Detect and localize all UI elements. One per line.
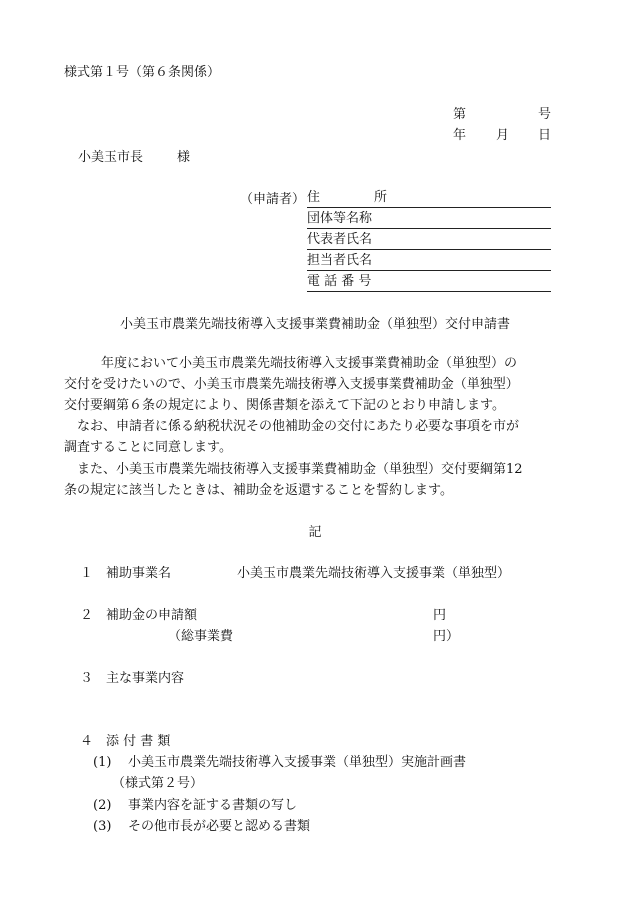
attachment-3-text: その他市長が必要と認める書類 [128,819,311,834]
applicant-phone-label: 電 話 番 号 [307,274,372,289]
addressee-name: 小美玉市長 [78,150,144,165]
document-title: 小美玉市農業先端技術導入支援事業費補助金（単独型）交付申請書 [119,317,510,332]
item-2-sub-unit: 円） [433,629,460,644]
document-number-prefix: 第 [453,107,467,122]
form-number: 様式第１号（第６条関係） [64,65,221,80]
attachment-2-number: (2) [93,798,112,813]
item-1-number: １ [80,566,94,581]
document-number-suffix: 号 [538,107,552,122]
applicant-address-label: 住 所 [307,190,387,205]
item-3-number: ３ [80,671,94,686]
body-paragraph-3-line-1: また、小美玉市農業先端技術導入支援事業費補助金（単独型）交付要綱第12 [77,462,523,477]
item-2-label: 補助金の申請額 [106,608,198,623]
applicant-representative-field[interactable] [307,233,551,250]
body-paragraph-1-line-3: 交付要綱第６条の規定により、関係書類を添えて下記のとおり申請します。 [64,398,505,413]
attachment-1-number: (1) [93,755,112,770]
attachment-1-continuation: （様式第２号） [112,776,204,791]
item-1-value: 小美玉市農業先端技術導入支援事業（単独型） [237,566,511,581]
date-month: 月 [496,128,510,143]
item-2-unit: 円 [433,608,447,623]
attachment-3-number: (3) [93,819,112,834]
body-paragraph-3-line-2: 条の規定に該当したときは、補助金を返還することを誓約します。 [64,483,453,498]
attachment-1-text: 小美玉市農業先端技術導入支援事業（単独型）実施計画書 [128,755,467,770]
date-day: 日 [538,128,552,143]
item-2-number: ２ [80,608,94,623]
item-4-number: ４ [80,734,94,749]
applicant-representative-label: 代表者氏名 [307,232,373,247]
applicant-phone-field[interactable] [307,275,551,292]
item-2-sub-label: （総事業費 [168,629,234,644]
ki-heading: 記 [308,525,322,540]
body-paragraph-2-line-2: 調査することに同意します。 [64,440,232,455]
body-paragraph-1-line-2: 交付を受けたいので、小美玉市農業先端技術導入支援事業費補助金（単独型） [64,377,519,392]
applicant-contact-person-label: 担当者氏名 [307,253,373,268]
body-paragraph-2-line-1: なお、申請者に係る納税状況その他補助金の交付にあたり必要な事項を市が [77,419,520,434]
applicant-address-field[interactable] [307,191,551,208]
date-year: 年 [453,128,467,143]
body-paragraph-1-line-1: 年度において小美玉市農業先端技術導入支援事業費補助金（単独型）の [101,356,518,371]
item-1-label: 補助事業名 [106,566,172,581]
item-4-label: 添 付 書 類 [106,734,171,749]
applicant-organization-field[interactable] [307,212,551,229]
applicant-organization-label: 団体等名称 [307,211,373,226]
addressee-honorific: 様 [177,150,191,165]
item-3-label: 主な事業内容 [106,671,185,686]
applicant-label: （申請者） [240,192,306,207]
applicant-contact-person-field[interactable] [307,254,551,271]
attachment-2-text: 事業内容を証する書類の写し [128,798,298,813]
